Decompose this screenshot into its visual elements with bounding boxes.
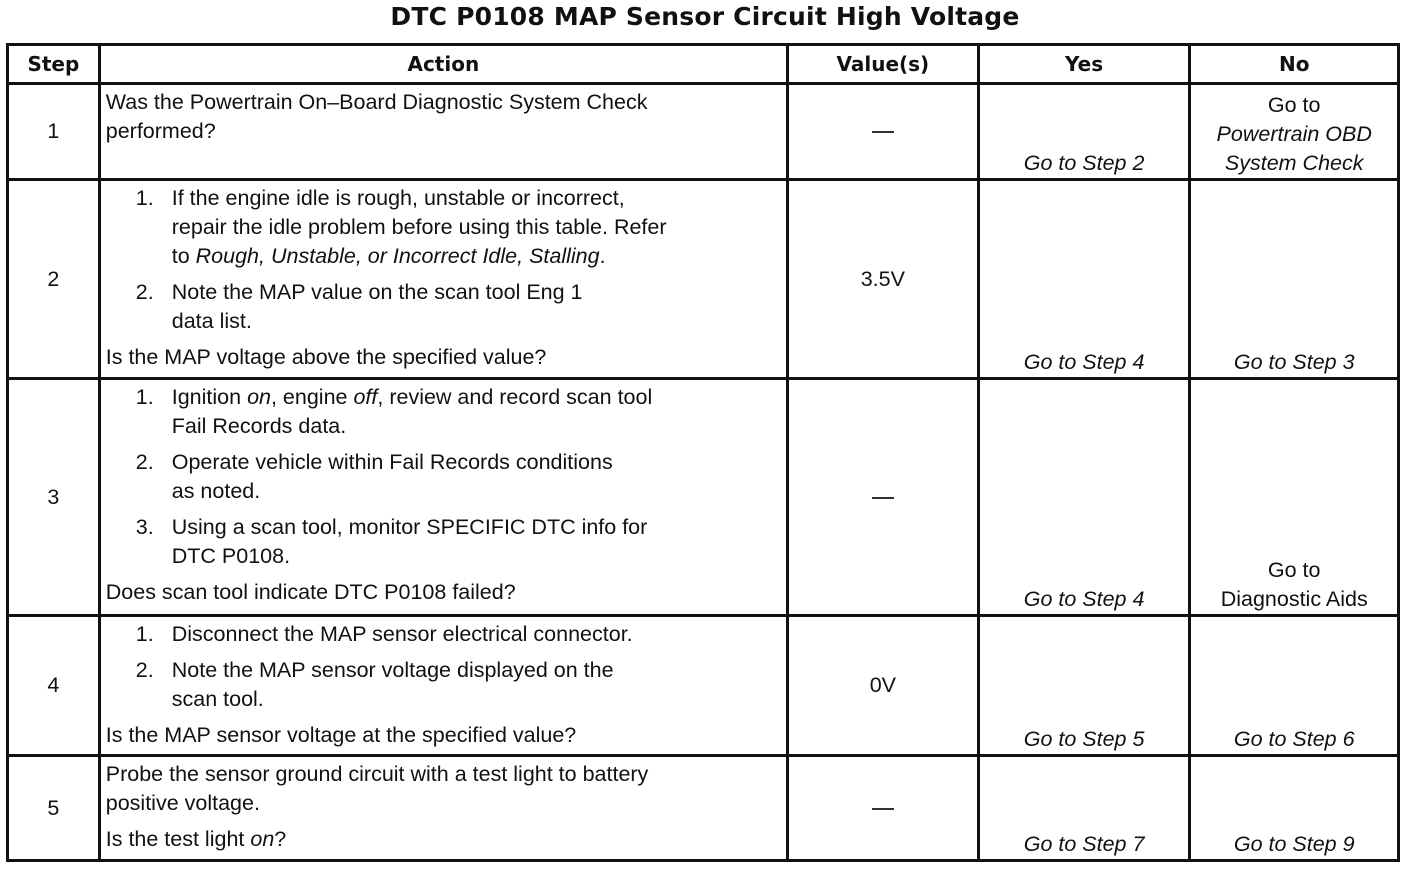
substep-line: Operate vehicle within Fail Records conditions — [171, 450, 613, 474]
yes-goto-link[interactable]: Go to Step 5 — [1023, 727, 1145, 751]
step-number: 2 — [8, 180, 100, 379]
substep-emphasis: off — [353, 385, 378, 409]
substep-item — [106, 184, 781, 271]
substep-list — [106, 383, 781, 571]
substep-line: scan tool. — [171, 687, 264, 711]
no-value-dash — [872, 808, 894, 810]
substep-line: Note the MAP sensor voltage displayed on the — [171, 658, 614, 682]
substep-emphasis: on — [247, 385, 271, 409]
substep-number: 3. — [135, 515, 154, 539]
step-number: 5 — [8, 756, 100, 861]
substep-line: Disconnect the MAP sensor electrical connector. — [171, 622, 633, 646]
substep-line: data list. — [171, 309, 252, 333]
no-goto-link[interactable]: System Check — [1224, 151, 1364, 175]
action-line: Was the Powertrain On–Board Diagnostic System Check — [105, 90, 648, 114]
substep-line: If the engine idle is rough, unstable or incorrect, — [171, 186, 625, 210]
action-line: Probe the sensor ground circuit with a test light to battery — [105, 762, 649, 786]
header-yes: Yes — [978, 45, 1190, 84]
yes-goto-link[interactable]: Go to Step 7 — [1023, 832, 1145, 856]
yes-goto-link[interactable]: Go to Step 4 — [1023, 350, 1145, 374]
no-goto-link[interactable]: Powertrain OBD — [1216, 122, 1372, 146]
action-cell — [99, 616, 787, 756]
step-number: 1 — [8, 84, 100, 180]
action-cell — [99, 756, 787, 861]
step-question: Does scan tool indicate DTC P0108 failed? — [105, 580, 516, 604]
substep-line: Using a scan tool, monitor SPECIFIC DTC info for — [171, 515, 648, 539]
action-cell — [99, 84, 787, 180]
substep-line: Note the MAP value on the scan tool Eng 1 — [171, 280, 583, 304]
no-goto-link[interactable]: Go to Step 9 — [1233, 832, 1355, 856]
yes-cell — [978, 756, 1190, 861]
value-cell — [787, 756, 978, 861]
table-row-step-5 — [8, 756, 1399, 861]
no-value-dash — [872, 497, 894, 499]
substep-text: , review and record scan tool — [377, 385, 653, 409]
no-goto-link[interactable]: Go to Step 6 — [1233, 727, 1355, 751]
substep-text: . — [599, 244, 606, 268]
step-question — [106, 825, 781, 854]
substep-number: 1. — [135, 622, 154, 646]
question-emphasis: on — [250, 827, 275, 851]
diagnostic-table — [6, 43, 1400, 862]
value-cell: 0V — [787, 616, 978, 756]
page-title: DTC P0108 MAP Sensor Circuit High Voltage — [390, 2, 1020, 31]
substep-number: 2. — [135, 658, 154, 682]
no-cell — [1190, 84, 1399, 180]
substep-number: 1. — [135, 385, 154, 409]
substep-item — [106, 448, 781, 506]
no-value-dash — [872, 131, 894, 133]
substep-line — [172, 242, 775, 271]
header-no: No — [1190, 45, 1399, 84]
substep-list — [106, 620, 781, 714]
header-action: Action — [99, 45, 787, 84]
yes-goto-link[interactable]: Go to Step 2 — [1023, 151, 1145, 175]
reference-link[interactable]: Rough, Unstable, or Incorrect Idle, Stalling — [195, 244, 600, 268]
table-row-step-4 — [8, 616, 1399, 756]
yes-cell — [978, 379, 1190, 616]
question-text: ? — [274, 827, 287, 851]
action-cell — [99, 180, 787, 379]
substep-item — [106, 513, 781, 571]
question-text: Is the test light — [105, 827, 251, 851]
no-cell — [1190, 756, 1399, 861]
action-line: positive voltage. — [105, 791, 260, 815]
substep-line: repair the idle problem before using this table. Refer — [171, 215, 667, 239]
no-cell — [1190, 379, 1399, 616]
substep-item — [106, 278, 781, 336]
table-row-step-1 — [8, 84, 1399, 180]
substep-line: DTC P0108. — [171, 544, 291, 568]
table-row-step-3 — [8, 379, 1399, 616]
action-cell — [99, 379, 787, 616]
table-row-step-2 — [8, 180, 1399, 379]
substep-number: 2. — [135, 450, 154, 474]
substep-item — [106, 620, 781, 649]
no-goto-prefix: Go to — [1267, 93, 1321, 117]
substep-text: to — [171, 244, 196, 268]
action-line: performed? — [105, 119, 216, 143]
substep-item — [106, 383, 781, 441]
header-values: Value(s) — [787, 45, 978, 84]
substep-text: , engine — [270, 385, 354, 409]
step-question: Is the MAP sensor voltage at the specified value? — [105, 723, 577, 747]
no-cell — [1190, 180, 1399, 379]
step-number: 4 — [8, 616, 100, 756]
no-goto-prefix: Go to — [1267, 558, 1321, 582]
table-header-row — [8, 45, 1399, 84]
substep-item — [106, 656, 781, 714]
value-cell — [787, 379, 978, 616]
value-cell — [787, 84, 978, 180]
yes-cell — [978, 616, 1190, 756]
yes-cell — [978, 84, 1190, 180]
substep-line: as noted. — [171, 479, 261, 503]
no-goto-link[interactable]: Go to Step 3 — [1233, 350, 1355, 374]
substep-list — [106, 184, 781, 336]
substep-text: Ignition — [171, 385, 248, 409]
no-goto-link[interactable]: Diagnostic Aids — [1220, 587, 1368, 611]
step-number: 3 — [8, 379, 100, 616]
yes-goto-link[interactable]: Go to Step 4 — [1023, 587, 1145, 611]
substep-number: 2. — [135, 280, 154, 304]
yes-cell — [978, 180, 1190, 379]
value-cell: 3.5V — [787, 180, 978, 379]
substep-line — [172, 383, 775, 412]
step-question: Is the MAP voltage above the specified value? — [105, 345, 547, 369]
header-step: Step — [8, 45, 100, 84]
no-cell — [1190, 616, 1399, 756]
substep-line: Fail Records data. — [171, 414, 347, 438]
substep-number: 1. — [135, 186, 154, 210]
